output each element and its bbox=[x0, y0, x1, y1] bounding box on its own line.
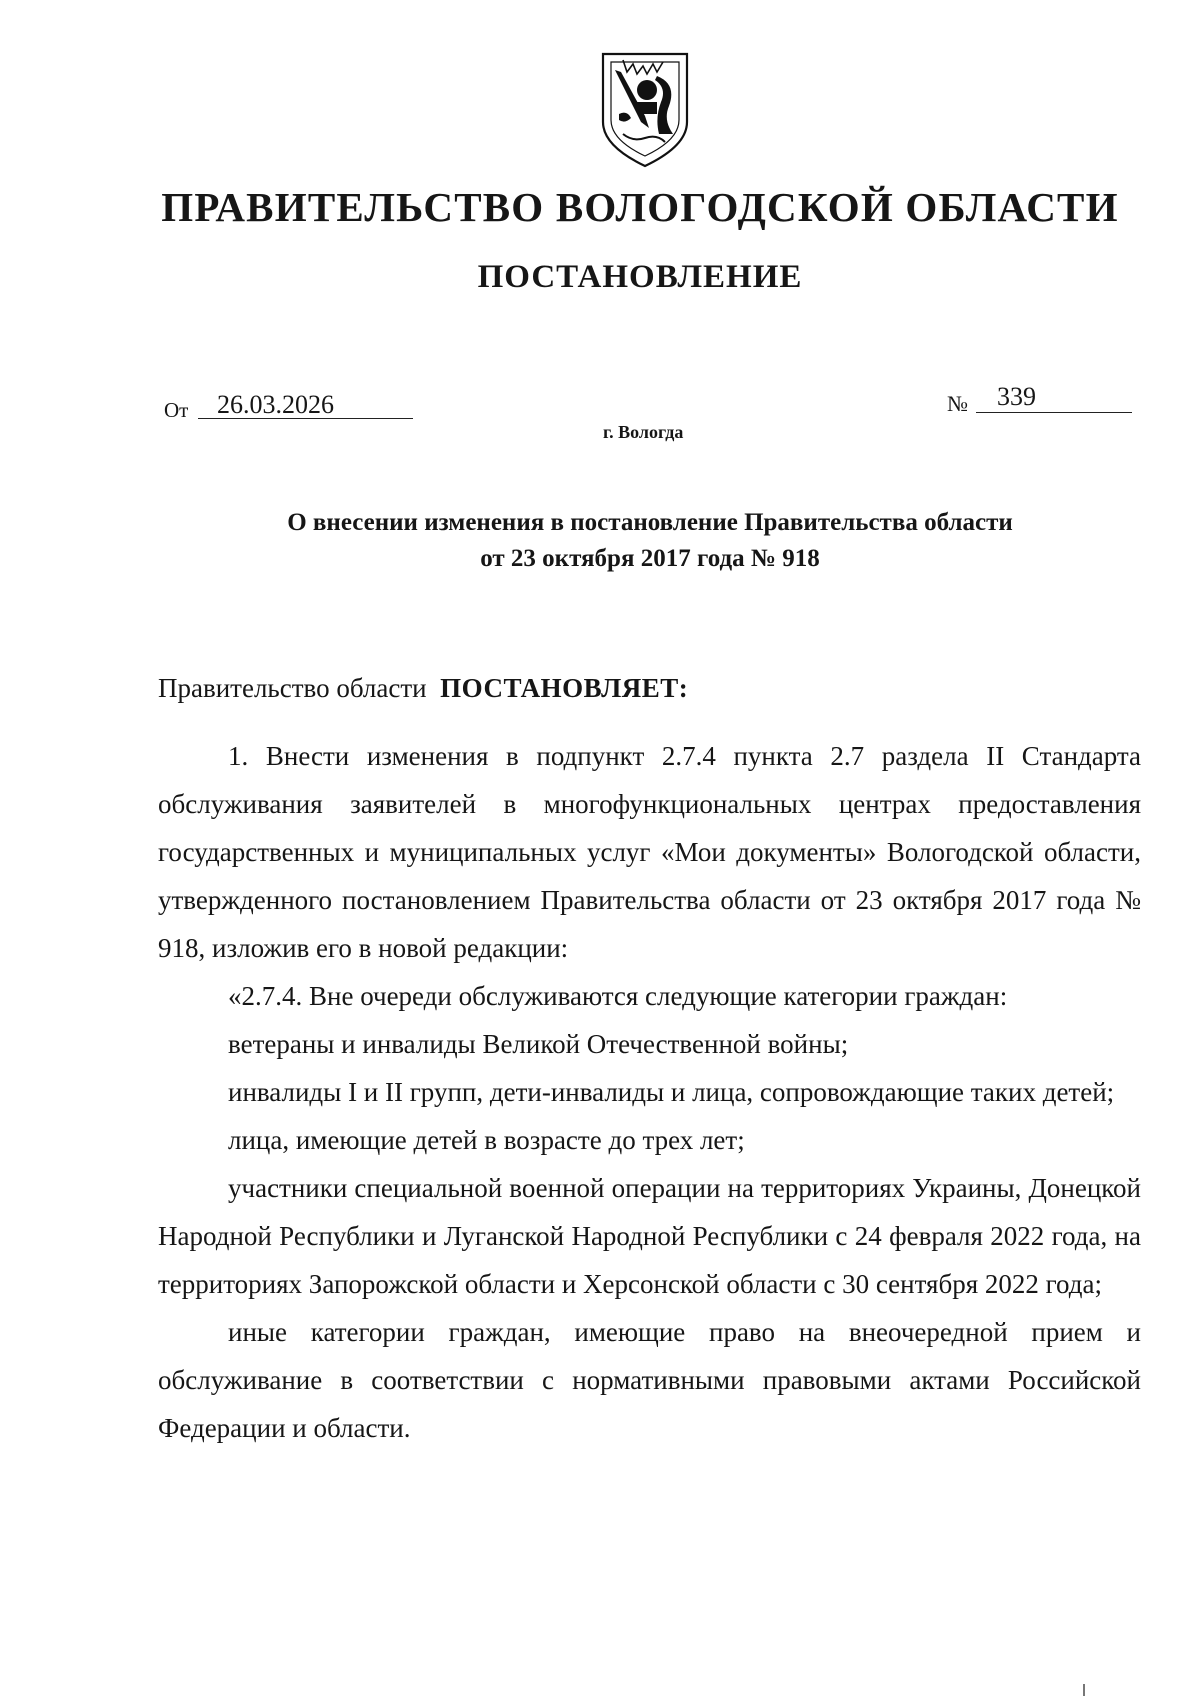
date-underline bbox=[198, 418, 413, 419]
subject-line-2: от 23 октября 2017 года № 918 bbox=[480, 545, 820, 572]
document-subject bbox=[150, 505, 1150, 577]
document-date: 26.03.2026 bbox=[217, 390, 334, 419]
decree-subject: Правительство области bbox=[158, 673, 427, 703]
list-item: лица, имеющие детей в возрасте до трех лет; bbox=[228, 1125, 745, 1155]
decree-verb: ПОСТАНОВЛЯЕТ: bbox=[440, 673, 689, 703]
number-prefix: № bbox=[947, 391, 968, 416]
decree-lead bbox=[158, 664, 1141, 712]
number-underline bbox=[976, 412, 1132, 413]
document-number: 339 bbox=[997, 382, 1036, 411]
city: г. Вологда bbox=[603, 422, 684, 442]
quote-start: «2.7.4. Вне очереди обслуживаются следующие категории граждан: bbox=[228, 981, 1008, 1011]
vologda-coat-of-arms-icon bbox=[597, 50, 693, 170]
list-item: участники специальной военной операции на территориях Украины, Донецкой Народной Республики и Луганской Народной Республики с 24 февраля 2022 года, на территориях Запорожской области и Херсонской области с 30 сентября 2022 года; bbox=[158, 1173, 1141, 1299]
list-item: инвалиды I и II групп, дети-инвалиды и лица, сопровождающие таких детей; bbox=[228, 1077, 1115, 1107]
scan-mark bbox=[1083, 1684, 1085, 1696]
list-item: ветераны и инвалиды Великой Отечественной войны; bbox=[228, 1029, 849, 1059]
document-type: ПОСТАНОВЛЕНИЕ bbox=[477, 259, 803, 295]
government-title: ПРАВИТЕЛЬСТВО ВОЛОГОДСКОЙ ОБЛАСТИ bbox=[161, 184, 1119, 230]
date-prefix: От bbox=[164, 398, 189, 422]
list-item: иные категории граждан, имеющие право на внеочередной прием и обслуживание в соответствии с нормативными правовыми актами Российской Федерации и области. bbox=[158, 1317, 1141, 1443]
item-1: 1. Внести изменения в подпункт 2.7.4 пункта 2.7 раздела II Стандарта обслуживания заявителей в многофункциональных центрах предоставления государственных и муниципальных услуг «Мои документы» Вологодской области, утвержденного постановлением Правительства области от 23 октября 2017 года № 918, изложив его в новой редакции: bbox=[158, 741, 1141, 963]
subject-line-1: О внесении изменения в постановление Правительства области bbox=[287, 509, 1013, 536]
document-body bbox=[158, 664, 1141, 1452]
